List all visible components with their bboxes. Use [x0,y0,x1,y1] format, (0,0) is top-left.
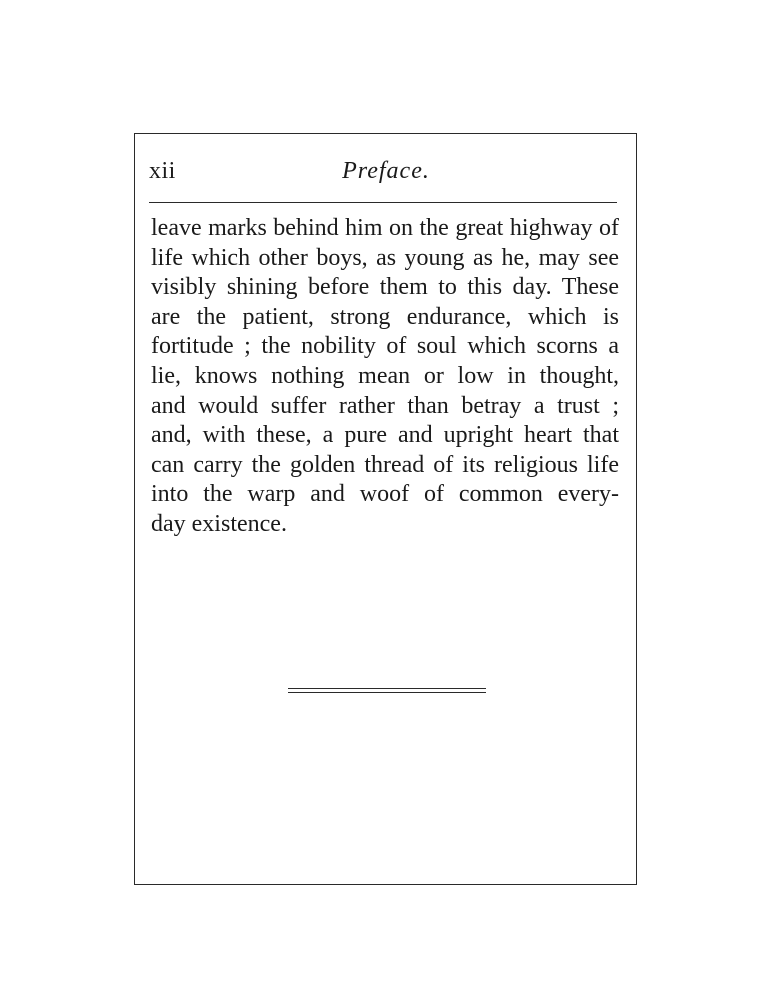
text-line: leave marks behind him on the great highway of [151,215,619,241]
text-line-last: day existence. [151,510,287,537]
running-head [149,158,617,190]
text-line: life which other boys, as young as he, may see [151,244,619,271]
end-ornament-rule [288,688,486,693]
text-line: fortitude ; the nobility of soul which scorns a [151,333,619,360]
header-rule [149,202,617,203]
text-line: lie, knows nothing mean or low in thought, [151,362,619,389]
text-line: into the warp and woof of common every- [151,481,619,508]
text-line: can carry the golden thread of its religious life [151,451,619,478]
body-paragraph [151,214,619,540]
text-line: and would suffer rather than betray a trust ; [151,392,619,419]
page-number: xii [149,158,176,184]
text-line: visibly shining before them to this day. These [151,274,619,301]
text-line: are the patient, strong endurance, which is [151,303,619,330]
text-line: and, with these, a pure and upright heart that [151,422,619,449]
running-title: Preface. [342,158,430,184]
